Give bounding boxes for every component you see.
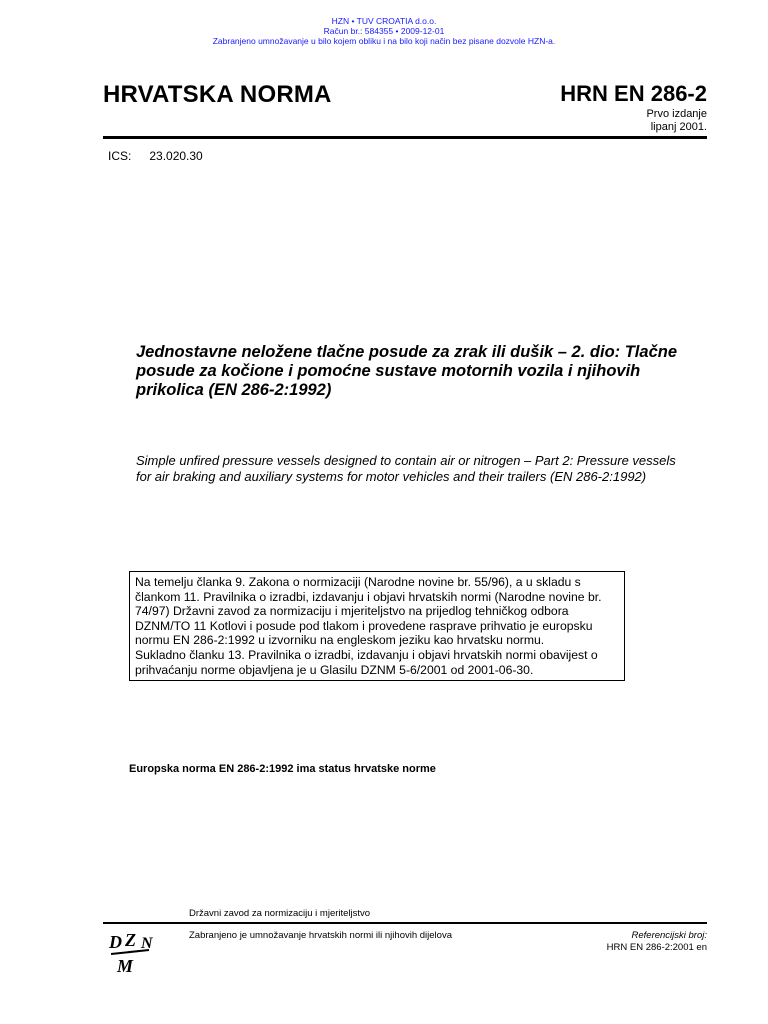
copyright-notice: Zabranjeno je umnožavanje hrvatskih normi ili njihovih dijelova — [189, 930, 452, 941]
reference-label: Referencijski broj: — [631, 930, 707, 941]
standard-number: HRN EN 286-2 — [560, 81, 707, 106]
edition-info — [646, 108, 707, 134]
document-title: HRVATSKA NORMA — [103, 81, 332, 108]
watermark-line-1: HZN • TUV CROATIA d.o.o. — [331, 16, 437, 26]
logo-letter-n: N — [141, 935, 153, 952]
logo-letter-m: M — [117, 956, 134, 976]
edition-label: Prvo izdanje — [646, 108, 707, 120]
notice-paragraph-2: Sukladno članku 13. Pravilnika o izradbi, izdavanju i objavi hrvatskih normi obavijest o prihvaćanju norme objavljena je u Glasilu DZNM 5-6/2001 od 2001-06-30. — [135, 647, 598, 677]
ics-label: ICS: — [108, 149, 132, 163]
ics-value: 23.020.30 — [149, 149, 203, 163]
dznm-logo — [103, 928, 157, 976]
ics-classification — [108, 149, 203, 163]
watermark-line-2: Račun br.: 584355 • 2009-12-01 — [323, 26, 445, 36]
logo-letter-d: D — [109, 932, 122, 952]
notice-paragraph-1: Na temelju članka 9. Zakona o normizaciji (Narodne novine br. 55/96), a u skladu s člankom 11. Pravilnika o izradbi, izdavanju i objavi hrvatskih normi (Narodne novine br. 74/97) Državni zavod za normizaciju i mjeriteljstvo na prijedlog tehničkog odbora DZNM/TO 11 Kotlovi i posude pod tlakom i provedene rasprave prihvatio je europsku normu EN 286-2:1992 u izvorniku na engleskom jeziku kao hrvatsku normu. — [135, 575, 602, 648]
header-rule — [103, 136, 707, 139]
english-title: Simple unfired pressure vessels designed to contain air or nitrogen – Part 2: Pressure vessels for air braking and auxiliary systems for motor vehicles and their trailers (EN 286-2:1992) — [136, 453, 676, 484]
institute-name: Državni zavod za normizaciju i mjeriteljstvo — [189, 908, 371, 919]
copyright-watermark — [0, 16, 768, 46]
footer-rule — [103, 922, 707, 924]
watermark-line-3: Zabranjeno umnožavanje u bilo kojem obliku i na bilo koji način bez pisane dozvole HZN-a. — [212, 36, 556, 46]
edition-date: lipanj 2001. — [650, 121, 707, 133]
adoption-notice-box — [129, 571, 625, 681]
croatian-title: Jednostavne neložene tlačne posude za zrak ili dušik – 2. dio: Tlačne posude za kočione i pomoćne sustave motornih vozila i njihovih prikolica (EN 286-2:1992) — [136, 343, 677, 399]
logo-letter-z: Z — [125, 930, 136, 950]
reference-number: HRN EN 286-2:2001 en — [606, 942, 707, 953]
status-statement: Europska norma EN 286-2:1992 ima status hrvatske norme — [129, 763, 436, 775]
